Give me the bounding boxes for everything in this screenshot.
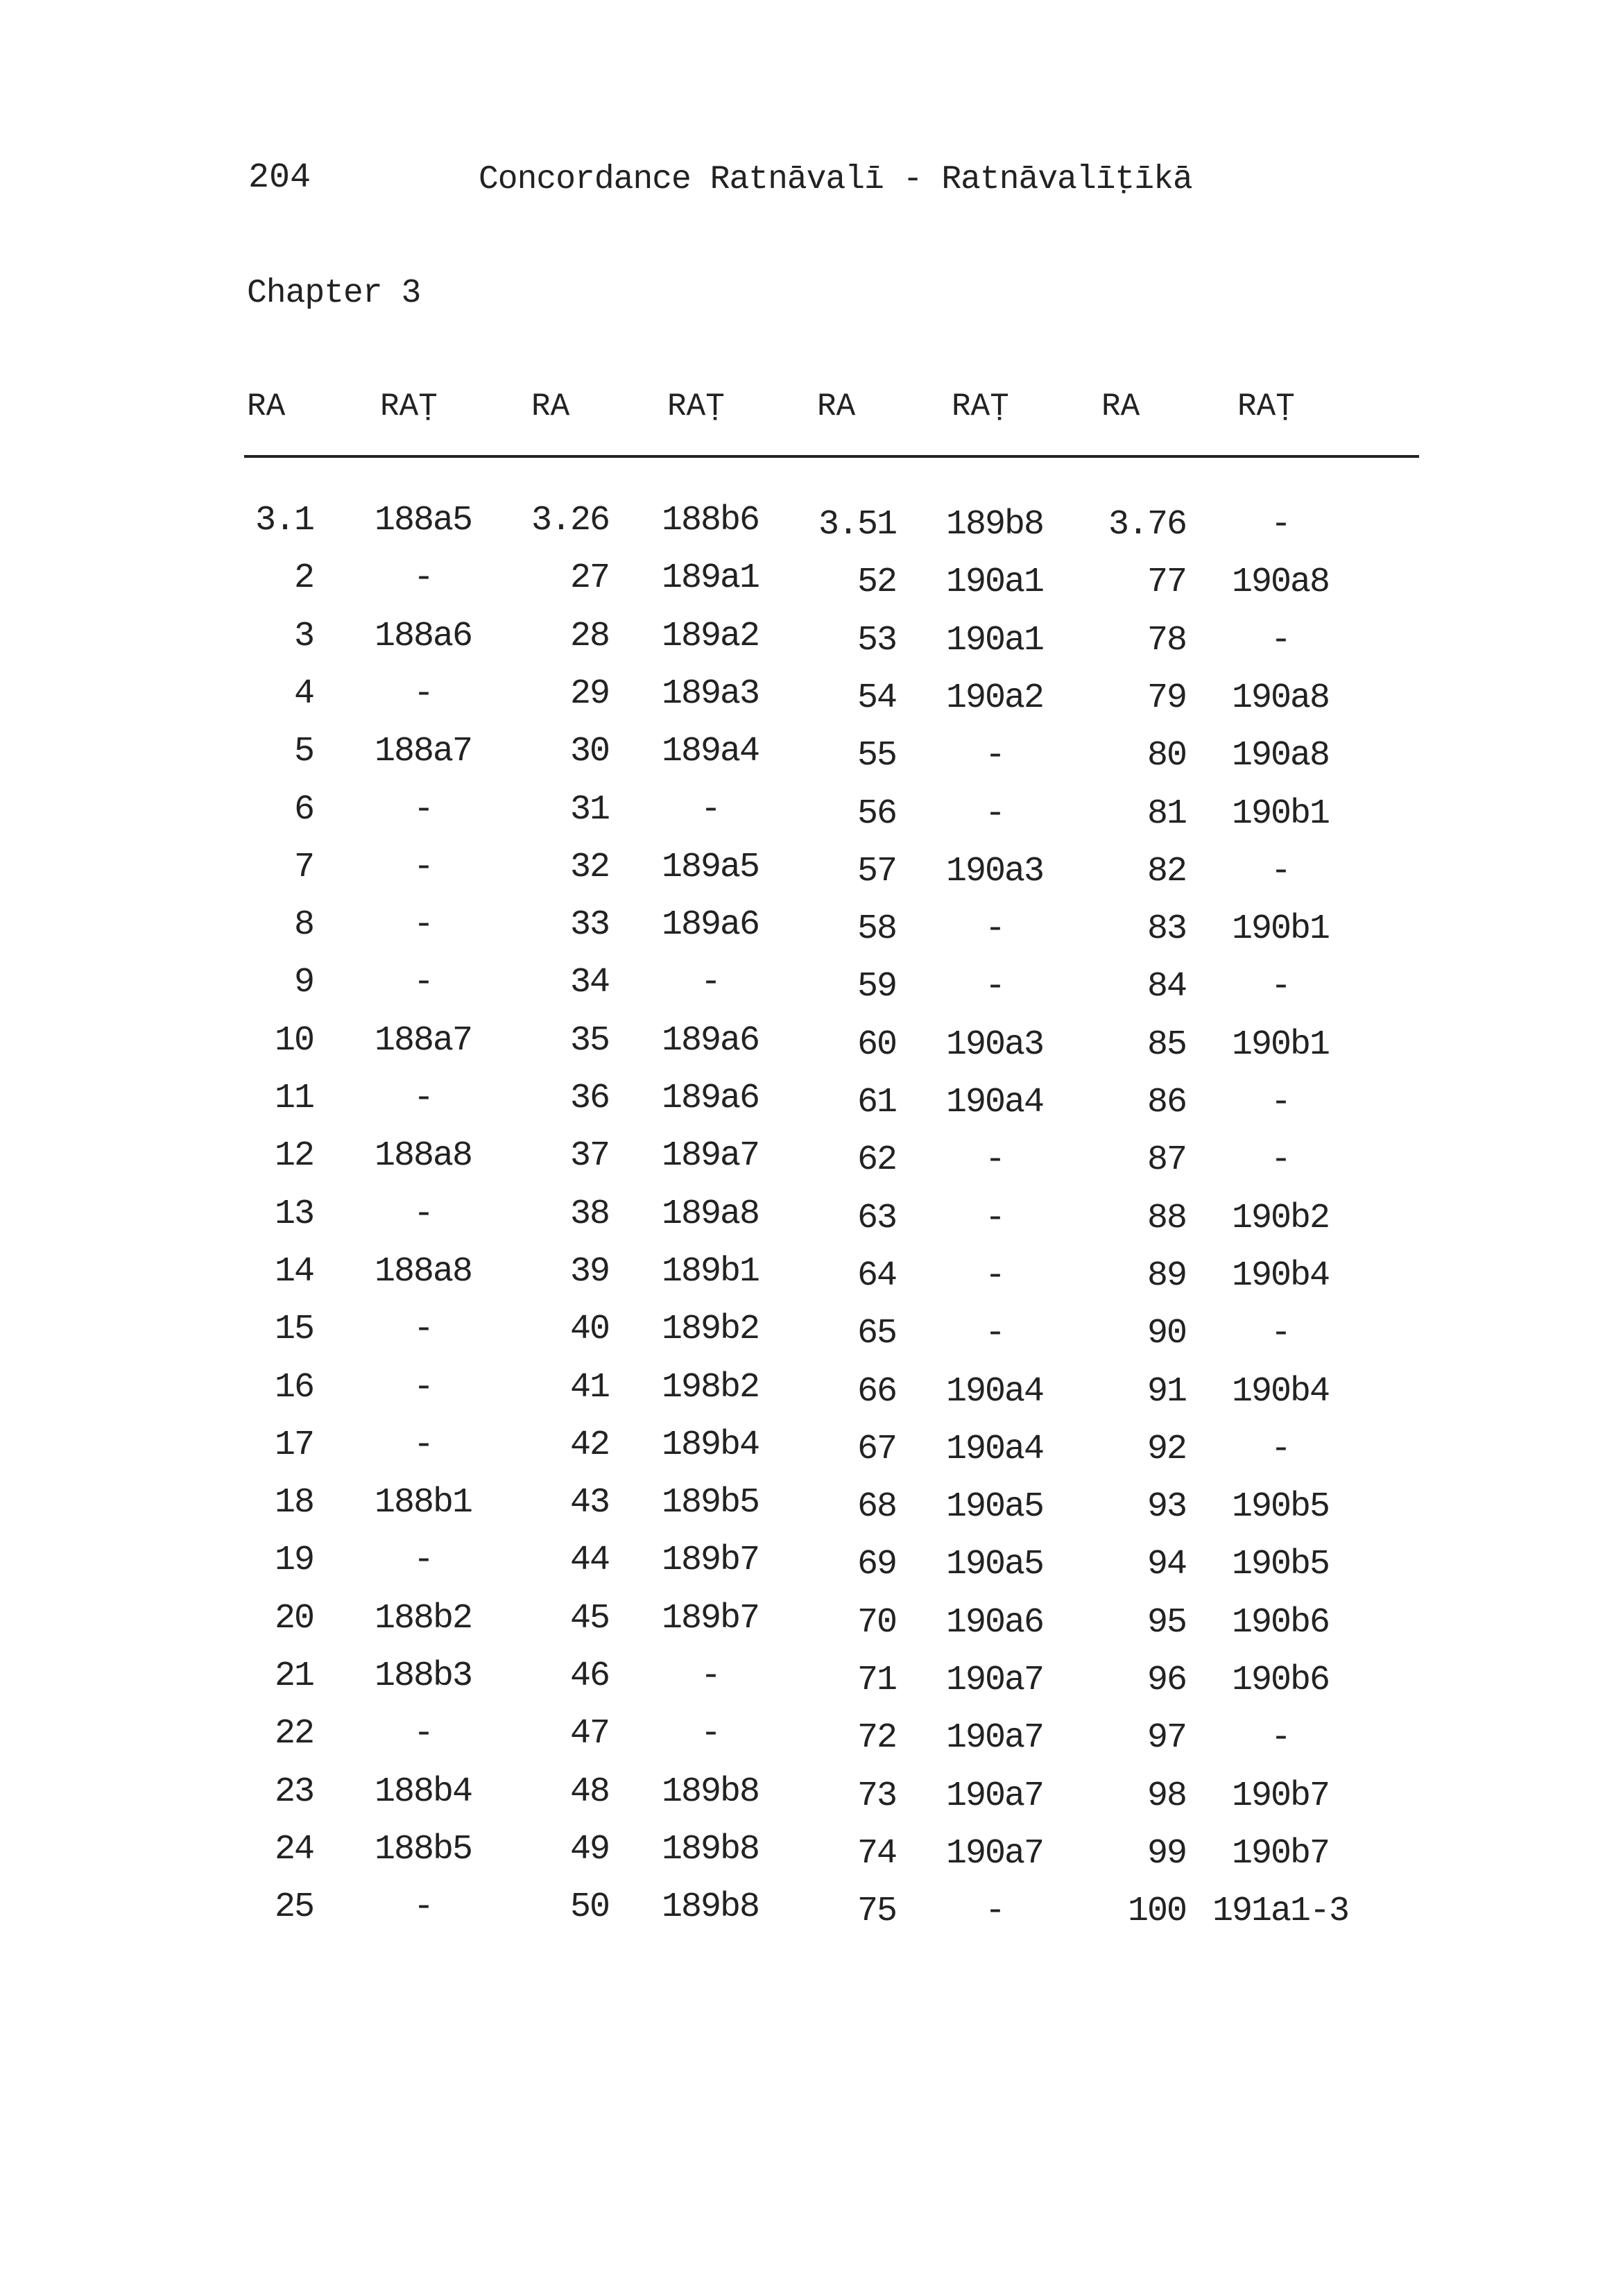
header-ra-2: RA	[531, 388, 570, 425]
rat-folio-cell: 188b6	[661, 501, 759, 540]
ra-verse-cell: 35	[569, 1020, 609, 1061]
rat-folio-cell: -	[984, 1140, 1004, 1181]
ra-verse-cell: 13	[274, 1194, 314, 1234]
rat-folio-cell: 189b8	[661, 1772, 759, 1812]
ra-verse-cell: 85	[1147, 1025, 1186, 1065]
rat-folio-cell: -	[413, 963, 433, 1003]
ra-verse-cell: 74	[857, 1833, 896, 1874]
rat-folio-cell: -	[413, 1425, 433, 1465]
rat-folio-cell: 190a5	[945, 1487, 1044, 1527]
rat-folio-cell: 188b3	[374, 1656, 472, 1696]
rat-folio-cell: 189a6	[661, 1079, 759, 1118]
ra-verse-cell: 47	[569, 1714, 609, 1754]
rat-folio-cell: 190b6	[1231, 1602, 1330, 1643]
rat-folio-cell: 190b5	[1231, 1487, 1330, 1527]
ra-verse-cell: 9	[293, 963, 314, 1003]
ra-verse-cell: 81	[1147, 794, 1186, 834]
ra-verse-cell: 3.26	[531, 501, 609, 540]
ra-verse-cell: 91	[1147, 1371, 1186, 1412]
ra-verse-cell: 67	[857, 1429, 896, 1469]
ra-verse-cell: 78	[1147, 620, 1186, 660]
ra-verse-cell: 33	[569, 905, 609, 945]
ra-verse-cell: 89	[1147, 1256, 1186, 1296]
rat-folio-cell: 190b1	[1231, 794, 1330, 834]
rat-folio-cell: 190a5	[945, 1545, 1044, 1585]
rat-folio-cell: 189a8	[661, 1194, 759, 1234]
ra-verse-cell: 70	[857, 1602, 896, 1643]
rat-folio-cell: -	[413, 558, 433, 599]
rat-folio-cell: 190a8	[1231, 563, 1330, 603]
rat-folio-cell: -	[413, 905, 433, 945]
rat-folio-cell: 188a7	[374, 732, 472, 772]
ra-verse-cell: 54	[857, 678, 896, 718]
ra-verse-cell: 64	[857, 1256, 896, 1296]
rat-folio-cell: -	[413, 789, 433, 830]
rat-folio-cell: 190a3	[945, 1025, 1044, 1065]
rat-folio-cell: 190a8	[1231, 678, 1330, 718]
rat-folio-cell: 190b4	[1231, 1371, 1330, 1412]
ra-verse-cell: 2	[293, 558, 314, 599]
rat-folio-cell: 188b5	[374, 1829, 472, 1869]
rat-folio-cell: 190a1	[945, 563, 1044, 603]
rat-folio-cell: -	[984, 1892, 1004, 1932]
rat-folio-cell: -	[413, 1541, 433, 1581]
header-ra-3: RA	[817, 388, 856, 425]
rat-folio-cell: 189a4	[661, 732, 759, 772]
ra-verse-cell: 31	[569, 789, 609, 830]
ra-verse-cell: 20	[274, 1598, 314, 1638]
rat-folio-cell: 190a7	[945, 1776, 1044, 1816]
ra-verse-cell: 79	[1147, 678, 1186, 718]
ra-verse-cell: 41	[569, 1367, 609, 1407]
ra-verse-cell: 18	[274, 1483, 314, 1523]
ra-verse-cell: 44	[569, 1541, 609, 1581]
ra-verse-cell: 11	[274, 1079, 314, 1118]
rat-folio-cell: 189b1	[661, 1251, 759, 1292]
ra-verse-cell: 63	[857, 1198, 896, 1238]
rat-folio-cell: 190a1	[945, 620, 1044, 660]
rat-folio-cell: -	[413, 1310, 433, 1350]
rat-folio-cell: -	[984, 1198, 1004, 1238]
rat-folio-cell: 189b7	[661, 1541, 759, 1581]
ra-verse-cell: 3.76	[1108, 505, 1186, 545]
ra-verse-cell: 15	[274, 1310, 314, 1350]
ra-verse-cell: 59	[857, 967, 896, 1007]
ra-verse-cell: 22	[274, 1714, 314, 1754]
rat-folio-cell: 189b7	[661, 1598, 759, 1638]
rat-folio-cell: -	[413, 1079, 433, 1118]
ra-verse-cell: 37	[569, 1136, 609, 1176]
rat-folio-cell: 191a1-3	[1212, 1892, 1349, 1932]
ra-verse-cell: 19	[274, 1541, 314, 1581]
rat-folio-cell: -	[984, 909, 1004, 950]
rat-folio-cell: 190a7	[945, 1718, 1044, 1758]
rat-folio-cell: -	[1270, 505, 1290, 545]
rat-folio-cell: 190a3	[945, 851, 1044, 891]
ra-verse-cell: 38	[569, 1194, 609, 1234]
rat-folio-cell: 188a6	[374, 616, 472, 656]
ra-verse-cell: 40	[569, 1310, 609, 1350]
rat-folio-cell: -	[984, 967, 1004, 1007]
rat-folio-cell: -	[413, 1714, 433, 1754]
rat-folio-cell: 190a4	[945, 1429, 1044, 1469]
rat-folio-cell: -	[700, 1714, 720, 1754]
ra-verse-cell: 23	[274, 1772, 314, 1812]
rat-folio-cell: 190b6	[1231, 1661, 1330, 1700]
ra-verse-cell: 75	[857, 1892, 896, 1932]
rat-folio-cell: 188a7	[374, 1020, 472, 1061]
header-rat-1: RAṬ	[380, 388, 438, 425]
ra-verse-cell: 88	[1147, 1198, 1186, 1238]
ra-verse-cell: 92	[1147, 1429, 1186, 1469]
ra-verse-cell: 43	[569, 1483, 609, 1523]
ra-verse-cell: 57	[857, 851, 896, 891]
rat-folio-cell: -	[413, 674, 433, 714]
rat-folio-cell: 190a7	[945, 1833, 1044, 1874]
ra-verse-cell: 53	[857, 620, 896, 660]
ra-verse-cell: 16	[274, 1367, 314, 1407]
rat-folio-cell: 188b2	[374, 1598, 472, 1638]
ra-verse-cell: 6	[293, 789, 314, 830]
rat-folio-cell: 190a2	[945, 678, 1044, 718]
ra-verse-cell: 66	[857, 1371, 896, 1412]
rat-folio-cell: 189b8	[945, 505, 1044, 545]
ra-verse-cell: 30	[569, 732, 609, 772]
rat-folio-cell: 190a4	[945, 1083, 1044, 1122]
ra-verse-cell: 3	[293, 616, 314, 656]
rat-folio-cell: 190b7	[1231, 1833, 1330, 1874]
rat-folio-cell: -	[413, 847, 433, 887]
ra-verse-cell: 69	[857, 1545, 896, 1585]
rat-folio-cell: 189a3	[661, 674, 759, 714]
rat-folio-cell: 188b4	[374, 1772, 472, 1812]
rat-folio-cell: -	[413, 1194, 433, 1234]
ra-verse-cell: 48	[569, 1772, 609, 1812]
ra-verse-cell: 77	[1147, 563, 1186, 603]
ra-verse-cell: 56	[857, 794, 896, 834]
rat-folio-cell: -	[984, 794, 1004, 834]
ra-verse-cell: 3.51	[818, 505, 896, 545]
rat-folio-cell: 190b7	[1231, 1776, 1330, 1816]
rat-folio-cell: 190a4	[945, 1371, 1044, 1412]
rat-folio-cell: 190a7	[945, 1661, 1044, 1700]
ra-verse-cell: 46	[569, 1656, 609, 1696]
rat-folio-cell: 189a1	[661, 558, 759, 599]
ra-verse-cell: 98	[1147, 1776, 1186, 1816]
header-rule	[244, 455, 1419, 458]
rat-folio-cell: -	[413, 1887, 433, 1928]
header-ra-1: RA	[247, 388, 286, 425]
ra-verse-cell: 28	[569, 616, 609, 656]
rat-folio-cell: -	[700, 963, 720, 1003]
ra-verse-cell: 52	[857, 563, 896, 603]
rat-folio-cell: -	[1270, 967, 1290, 1007]
rat-folio-cell: 189b8	[661, 1887, 759, 1928]
header-rat-4: RAṬ	[1237, 388, 1295, 425]
ra-verse-cell: 49	[569, 1829, 609, 1869]
rat-folio-cell: 190a8	[1231, 736, 1330, 776]
rat-folio-cell: 189a6	[661, 905, 759, 945]
rat-folio-cell: 190b1	[1231, 1025, 1330, 1065]
rat-folio-cell: -	[413, 1367, 433, 1407]
header-ra-4: RA	[1101, 388, 1140, 425]
ra-verse-cell: 83	[1147, 909, 1186, 950]
rat-folio-cell: 189a5	[661, 847, 759, 887]
rat-folio-cell: 190b2	[1231, 1198, 1330, 1238]
ra-verse-cell: 95	[1147, 1602, 1186, 1643]
header-rat-2: RAṬ	[667, 388, 725, 425]
page-number: 204	[248, 158, 311, 198]
rat-folio-cell: -	[1270, 1718, 1290, 1758]
ra-verse-cell: 100	[1127, 1892, 1186, 1932]
ra-verse-cell: 61	[857, 1083, 896, 1122]
rat-folio-cell: -	[984, 736, 1004, 776]
rat-folio-cell: 189a6	[661, 1020, 759, 1061]
rat-folio-cell: 190b1	[1231, 909, 1330, 950]
ra-verse-cell: 50	[569, 1887, 609, 1928]
rat-folio-cell: -	[1270, 851, 1290, 891]
ra-verse-cell: 34	[569, 963, 609, 1003]
rat-folio-cell: 189b8	[661, 1829, 759, 1869]
rat-folio-cell: 189a7	[661, 1136, 759, 1176]
ra-verse-cell: 12	[274, 1136, 314, 1176]
ra-verse-cell: 5	[293, 732, 314, 772]
ra-verse-cell: 29	[569, 674, 609, 714]
ra-verse-cell: 93	[1147, 1487, 1186, 1527]
ra-verse-cell: 87	[1147, 1140, 1186, 1181]
rat-folio-cell: 188a8	[374, 1136, 472, 1176]
ra-verse-cell: 58	[857, 909, 896, 950]
rat-folio-cell: 190b5	[1231, 1545, 1330, 1585]
rat-folio-cell: 189a2	[661, 616, 759, 656]
header-rat-3: RAṬ	[952, 388, 1009, 425]
ra-verse-cell: 55	[857, 736, 896, 776]
rat-folio-cell: -	[700, 789, 720, 830]
ra-verse-cell: 73	[857, 1776, 896, 1816]
rat-folio-cell: 188a5	[374, 501, 472, 540]
ra-verse-cell: 65	[857, 1314, 896, 1354]
rat-folio-cell: 189b4	[661, 1425, 759, 1465]
ra-verse-cell: 82	[1147, 851, 1186, 891]
ra-verse-cell: 72	[857, 1718, 896, 1758]
rat-folio-cell: -	[1270, 1314, 1290, 1354]
ra-verse-cell: 4	[293, 674, 314, 714]
rat-folio-cell: -	[984, 1314, 1004, 1354]
rat-folio-cell: 188a8	[374, 1251, 472, 1292]
rat-folio-cell: 198b2	[661, 1367, 759, 1407]
ra-verse-cell: 39	[569, 1251, 609, 1292]
ra-verse-cell: 42	[569, 1425, 609, 1465]
rat-folio-cell: 190b4	[1231, 1256, 1330, 1296]
ra-verse-cell: 36	[569, 1079, 609, 1118]
rat-folio-cell: -	[1270, 1429, 1290, 1469]
ra-verse-cell: 3.1	[255, 501, 314, 540]
rat-folio-cell: -	[1270, 1083, 1290, 1122]
ra-verse-cell: 99	[1147, 1833, 1186, 1874]
rat-folio-cell: 189b2	[661, 1310, 759, 1350]
page-title: Concordance Ratnāvalī - Ratnāvalīṭīkā	[479, 161, 1192, 198]
ra-verse-cell: 71	[857, 1661, 896, 1700]
ra-verse-cell: 68	[857, 1487, 896, 1527]
ra-verse-cell: 17	[274, 1425, 314, 1465]
ra-verse-cell: 32	[569, 847, 609, 887]
ra-verse-cell: 8	[293, 905, 314, 945]
ra-verse-cell: 96	[1147, 1661, 1186, 1700]
rat-folio-cell: 190a6	[945, 1602, 1044, 1643]
ra-verse-cell: 10	[274, 1020, 314, 1061]
ra-verse-cell: 24	[274, 1829, 314, 1869]
ra-verse-cell: 14	[274, 1251, 314, 1292]
ra-verse-cell: 45	[569, 1598, 609, 1638]
ra-verse-cell: 94	[1147, 1545, 1186, 1585]
ra-verse-cell: 80	[1147, 736, 1186, 776]
rat-folio-cell: -	[1270, 1140, 1290, 1181]
ra-verse-cell: 60	[857, 1025, 896, 1065]
ra-verse-cell: 97	[1147, 1718, 1186, 1758]
ra-verse-cell: 7	[293, 847, 314, 887]
ra-verse-cell: 21	[274, 1656, 314, 1696]
rat-folio-cell: -	[700, 1656, 720, 1696]
rat-folio-cell: 188b1	[374, 1483, 472, 1523]
ra-verse-cell: 84	[1147, 967, 1186, 1007]
rat-folio-cell: -	[1270, 620, 1290, 660]
rat-folio-cell: -	[984, 1256, 1004, 1296]
ra-verse-cell: 62	[857, 1140, 896, 1181]
ra-verse-cell: 86	[1147, 1083, 1186, 1122]
ra-verse-cell: 25	[274, 1887, 314, 1928]
ra-verse-cell: 27	[569, 558, 609, 599]
ra-verse-cell: 90	[1147, 1314, 1186, 1354]
rat-folio-cell: 189b5	[661, 1483, 759, 1523]
chapter-heading: Chapter 3	[247, 275, 421, 312]
